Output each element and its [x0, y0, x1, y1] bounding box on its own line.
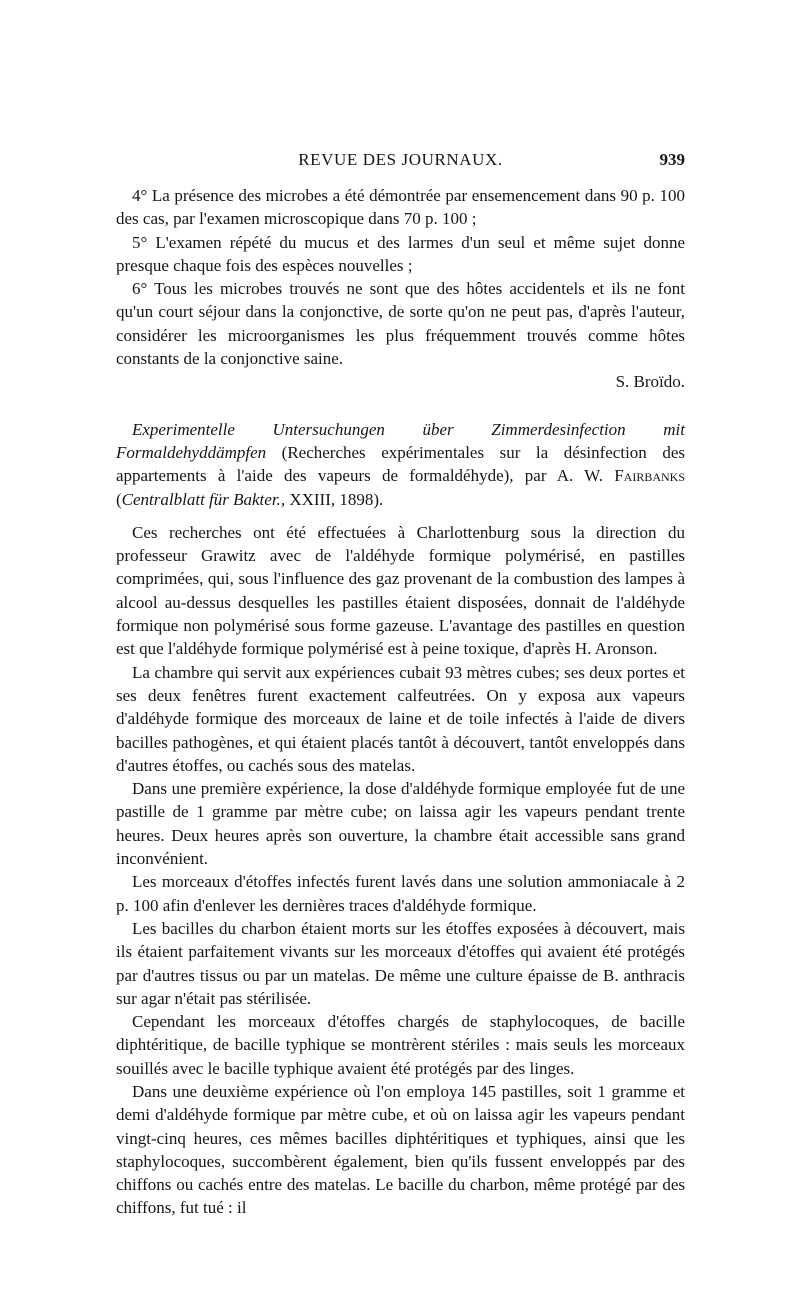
list-item: 6° Tous les microbes trouvés ne sont que des hôtes accidentels et ils ne font qu'un court séjour dans la conjonctive, de sorte qu'on ne peut pas, d'après l'auteur, considérer les microorganismes les plus fréquemment trouvés comme hôtes constants de la conjonctive saine. [116, 279, 685, 369]
section-gap [116, 511, 685, 521]
paragraph: Dans une deuxième expérience où l'on employa 145 pastilles, soit 1 gramme et demi d'aldéhyde formique par mètre cube, et où on laissa agir les vapeurs pendant vingt-cinq heures, ces mêmes bacilles diphtéritiques et typhiques, ainsi que les staphylocoques, succombèrent également, bien qu'ils fussent enveloppés par des chiffons ou cachés entre des matelas. Le bacille du charbon, même protégé par des chiffons, fut tué : il [116, 1081, 685, 1218]
running-title: REVUE DES JOURNAUX. [298, 150, 503, 169]
page-number: 939 [659, 150, 685, 169]
source-open: ( [116, 489, 122, 509]
article-source: Centralblatt für Bakter. [121, 489, 281, 509]
list-item: 4° La présence des microbes a été démontrée par ensemencement dans 90 p. 100 des cas, par l'examen microscopique dans 70 p. 100 ; [116, 186, 685, 229]
signature: S. Broïdo. [615, 372, 685, 392]
article-title: Experimentelle Untersuchungen über Zimmerdesinfection mit Formaldehyddämpfen [116, 419, 685, 462]
article-author: Fairbanks [614, 466, 685, 486]
running-header [116, 150, 685, 176]
paragraph: La chambre qui servit aux expériences cubait 93 mètres cubes; ses deux portes et ses deux fenêtres furent exactement calfeutrées. On y exposa aux vapeurs d'aldéhyde formique des morceaux de laine et de toile infectés à l'aide de divers bacilles pathogènes, et qui étaient placés tantôt à découvert, tantôt enveloppés dans d'autres étoffes, ou cachés sous des matelas. [116, 662, 685, 775]
page-body [116, 184, 685, 1220]
paragraph: Cependant les morceaux d'étoffes chargés de staphylocoques, de bacille diphtéritique, de bacille typhique se montrèrent stériles : mais seuls les morceaux souillés avec le bacille typhique avaient été protégés par des linges. [116, 1012, 685, 1078]
article-heading [116, 418, 685, 511]
paragraph: Les bacilles du charbon étaient morts sur les étoffes exposées à découvert, mais ils étaient parfaitement vivants sur les morceaux d'étoffes qui avaient été protégés par d'autres tissus ou par un matelas. De même une culture épaisse de B. anthracis sur agar n'était pas stérilisée. [116, 918, 685, 1008]
paragraph: Dans une première expérience, la dose d'aldéhyde formique employée fut de une pastille de 1 gramme par mètre cube; on laissa agir les vapeurs pendant trente heures. Deux heures après son ouverture, la chambre était accessible sans grand inconvénient. [116, 779, 685, 869]
article-title-translation: (Recherches expérimentales sur la désinfection des appartements à l'aide des vapeurs de formaldéhyde), par A. W. [116, 442, 685, 486]
list-item: 5° L'examen répété du mucus et des larmes d'un seul et même sujet donne presque chaque fois des espèces nouvelles ; [116, 232, 685, 275]
source-details: , XXIII, 1898). [280, 489, 384, 509]
section-gap [116, 394, 685, 418]
paragraph: Les morceaux d'étoffes infectés furent lavés dans une solution ammoniacale à 2 p. 100 afin d'enlever les dernières traces d'aldéhyde formique. [116, 872, 685, 915]
paragraph: Ces recherches ont été effectuées à Charlottenburg sous la direction du professeur Grawitz avec de l'aldéhyde formique polymérisé, en pastilles comprimées, qui, sous l'influence des gaz provenant de la combustion des lampes à alcool au-dessus desquelles les pastilles étaient disposées, donnait de l'aldéhyde formique non polymérisé sous forme gazeuse. L'avantage des pastilles en question est que l'aldéhyde formique polymérisé est à peine toxique, d'après H. Aronson. [116, 522, 685, 659]
